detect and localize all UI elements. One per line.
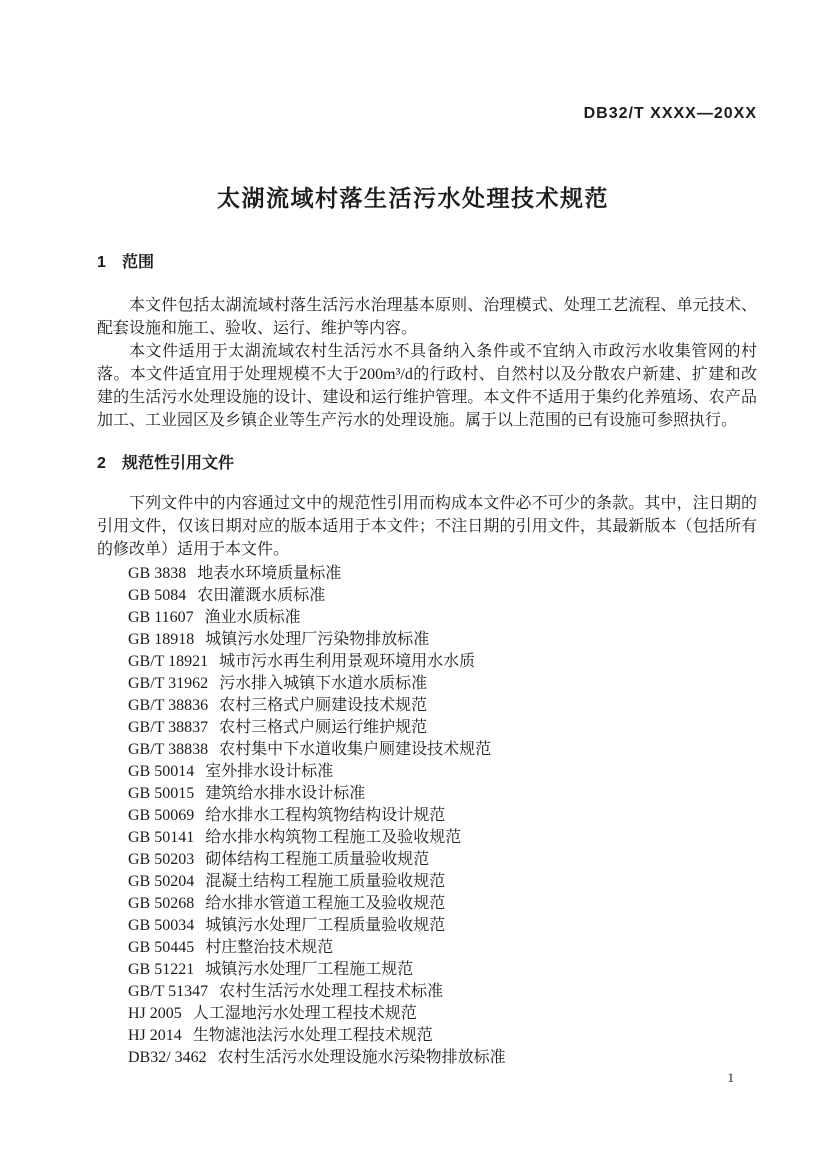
references-list [97, 563, 757, 1069]
reference-code: GB 18918 [128, 631, 195, 648]
reference-title: 砌体结构工程施工质量验收规范 [205, 851, 430, 868]
reference-item [97, 761, 757, 783]
section-1-heading [97, 254, 757, 272]
reference-title: 给水排水管道工程施工及验收规范 [205, 895, 446, 912]
reference-item [97, 717, 757, 739]
reference-item [97, 871, 757, 893]
reference-code: GB/T 38836 [128, 697, 209, 714]
reference-item [97, 1003, 757, 1025]
reference-code: GB 50445 [128, 939, 195, 956]
reference-item [97, 805, 757, 827]
reference-item [97, 893, 757, 915]
reference-title: 农村集中下水道收集户厕建设技术规范 [219, 741, 492, 758]
reference-item [97, 981, 757, 1003]
reference-title: 渔业水质标准 [204, 609, 301, 626]
reference-item [97, 937, 757, 959]
reference-item [97, 915, 757, 937]
reference-item [97, 673, 757, 695]
reference-code: GB/T 31962 [128, 675, 209, 692]
reference-title: 农村生活污水处理工程技术标准 [219, 983, 444, 1000]
document-title: 太湖流域村落生活污水处理技术规范 [217, 185, 609, 211]
reference-code: GB 50204 [128, 873, 195, 890]
reference-item [97, 959, 757, 981]
reference-item [97, 695, 757, 717]
reference-code: GB 50141 [128, 829, 195, 846]
reference-title: 城镇污水处理厂工程质量验收规范 [205, 917, 446, 934]
reference-title: 城市污水再生利用景观环境用水水质 [219, 653, 476, 670]
reference-item [97, 607, 757, 629]
reference-title: 室外排水设计标准 [205, 763, 334, 780]
reference-title: 农村三格式户厕建设技术规范 [219, 697, 428, 714]
reference-title: 地表水环境质量标准 [197, 565, 342, 582]
reference-title: 农村生活污水处理设施水污染物排放标准 [217, 1049, 506, 1066]
reference-item [97, 1047, 757, 1069]
doc-number: DB32/T XXXX—20XX [583, 105, 757, 122]
reference-code: GB 3838 [128, 565, 187, 582]
reference-item [97, 629, 757, 651]
reference-item [97, 849, 757, 871]
reference-title: 建筑给水排水设计标准 [205, 785, 366, 802]
reference-code: GB/T 38837 [128, 719, 209, 736]
reference-title: 城镇污水处理厂工程施工规范 [205, 961, 414, 978]
document-body [97, 254, 757, 1069]
reference-code: GB 50069 [128, 807, 195, 824]
reference-code: GB 11607 [128, 609, 194, 626]
reference-title: 污水排入城镇下水道水质标准 [219, 675, 428, 692]
reference-item [97, 585, 757, 607]
reference-title: 村庄整治技术规范 [205, 939, 334, 956]
section-2-heading [97, 455, 757, 473]
section-1-paragraph-1: 本文件包括太湖流域村落生活污水治理基本原则、治理模式、处理工艺流程、单元技术、配套设施和施工、验收、运行、维护等内容。 [97, 297, 757, 337]
reference-item [97, 651, 757, 673]
reference-item [97, 1025, 757, 1047]
reference-code: GB 50268 [128, 895, 195, 912]
reference-item [97, 827, 757, 849]
page-number: 1 [727, 1070, 734, 1085]
reference-title: 给水排水工程构筑物结构设计规范 [205, 807, 446, 824]
reference-code: GB 50014 [128, 763, 195, 780]
reference-code: HJ 2014 [128, 1027, 182, 1044]
reference-code: GB/T 51347 [128, 983, 209, 1000]
reference-title: 农村三格式户厕运行维护规范 [219, 719, 428, 736]
reference-code: GB 51221 [128, 961, 195, 978]
reference-title: 农田灌溉水质标准 [197, 587, 326, 604]
reference-title: 混凝土结构工程施工质量验收规范 [205, 873, 446, 890]
reference-item [97, 783, 757, 805]
section-2-number: 2 [97, 455, 106, 472]
reference-code: GB/T 18921 [128, 653, 209, 670]
section-1-paragraph-2: 本文件适用于太湖流域农村生活污水不具备纳入条件或不宜纳入市政污水收集管网的村落。本文件适宜用于处理规模不大于200m³/d的行政村、自然村以及分散农户新建、扩建和改建的生活污水处理设施的设计、建设和运行维护管理。本文件不适用于集约化养殖场、农产品加工、工业园区及乡镇企业等生产污水的处理设施。属于以上范围的已有设施可参照执行。 [97, 343, 757, 429]
reference-code: HJ 2005 [128, 1005, 182, 1022]
reference-title: 城镇污水处理厂污染物排放标准 [205, 631, 430, 648]
reference-item [97, 563, 757, 585]
reference-title: 人工湿地污水处理工程技术规范 [192, 1005, 417, 1022]
reference-code: GB 50015 [128, 785, 195, 802]
section-2-paragraph-1: 下列文件中的内容通过文中的规范性引用而构成本文件必不可少的条款。其中，注日期的引用文件，仅该日期对应的版本适用于本文件；不注日期的引用文件，其最新版本（包括所有的修改单）适用于本文件。 [97, 495, 757, 558]
reference-code: DB32/ 3462 [128, 1049, 207, 1066]
reference-title: 生物滤池法污水处理工程技术规范 [192, 1027, 433, 1044]
section-2-title: 规范性引用文件 [122, 455, 235, 472]
reference-item [97, 739, 757, 761]
reference-code: GB/T 38838 [128, 741, 209, 758]
reference-code: GB 50034 [128, 917, 195, 934]
section-1-title: 范围 [122, 254, 155, 271]
section-1-number: 1 [97, 254, 106, 271]
reference-code: GB 5084 [128, 587, 187, 604]
reference-title: 给水排水构筑物工程施工及验收规范 [205, 829, 462, 846]
reference-code: GB 50203 [128, 851, 195, 868]
